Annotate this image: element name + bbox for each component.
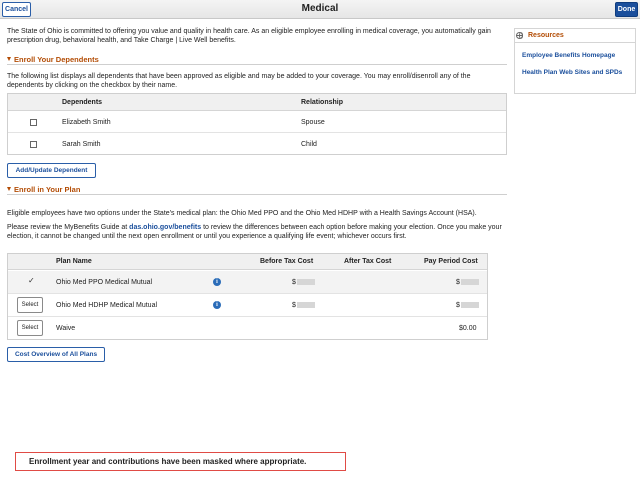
before-tax-cost: [292, 302, 315, 309]
masked-value: [461, 302, 479, 308]
dependent-name: Elizabeth Smith: [62, 119, 111, 126]
dependent-row: [8, 134, 506, 155]
dependents-table-header: [8, 94, 506, 111]
plan-row: [8, 317, 487, 340]
health-plan-websites-link[interactable]: Health Plan Web Sites and SPDs: [522, 69, 623, 76]
pay-period-value: $: [456, 279, 460, 286]
plan-review-text-after: to review the differences between each option before making your election. Once you make your election, it cannot be changed until the next open enrollment or until you experience a qualifying life event; whichever occurs first.: [7, 224, 502, 240]
cost-overview-button[interactable]: Cost Overview of All Plans: [7, 347, 105, 362]
pay-period-cost: [456, 302, 479, 309]
select-plan-button[interactable]: Select: [17, 320, 43, 336]
top-bar: [0, 0, 640, 19]
globe-icon: [516, 32, 523, 39]
dependent-relationship: Child: [301, 141, 317, 148]
masking-notice: Enrollment year and contributions have been masked where appropriate.: [15, 452, 346, 471]
add-update-dependent-button[interactable]: Add/Update Dependent: [7, 163, 96, 178]
section-header-plan[interactable]: [7, 185, 507, 195]
column-header-plan-name: Plan Name: [56, 258, 92, 265]
plan-name: Waive: [56, 325, 76, 332]
checkmark-icon: ✓: [28, 276, 35, 285]
plan-review-text: [7, 223, 507, 241]
column-header-dependents: Dependents: [62, 99, 103, 106]
dependent-checkbox[interactable]: [30, 141, 37, 148]
collapse-triangle-icon: [7, 57, 11, 61]
before-tax-value: $: [292, 279, 296, 286]
plans-table: [7, 253, 488, 340]
cancel-button[interactable]: Cancel: [2, 2, 31, 17]
section-title-plan: Enroll in Your Plan: [14, 185, 81, 194]
masked-value: [297, 302, 315, 308]
done-button[interactable]: Done: [615, 2, 638, 17]
benefits-guide-link[interactable]: das.ohio.gov/benefits: [129, 224, 202, 231]
pay-period-cost: [456, 279, 479, 286]
plan-review-text-before: Please review the MyBenefits Guide at: [7, 224, 130, 231]
masked-value: [297, 279, 315, 285]
dependent-row: [8, 112, 506, 133]
before-tax-cost: [292, 279, 315, 286]
resources-panel: [514, 28, 636, 94]
resources-title: Resources: [528, 32, 564, 39]
dependents-description: The following list displays all dependents that have been approved as eligible and may be added to your coverage. You may enroll/disenroll any of the dependents by clicking on the checkbox by their name.: [7, 73, 471, 89]
before-tax-value: $: [292, 302, 296, 309]
column-header-after-tax: After Tax Cost: [344, 258, 392, 265]
info-icon[interactable]: i: [213, 301, 221, 309]
info-icon[interactable]: i: [213, 278, 221, 286]
column-header-relationship: Relationship: [301, 99, 344, 106]
dependent-name: Sarah Smith: [62, 141, 101, 148]
plan-name: Ohio Med PPO Medical Mutual: [56, 279, 153, 286]
dependent-relationship: Spouse: [301, 119, 325, 126]
pay-period-cost: $0.00: [459, 325, 477, 332]
column-header-pay-period: Pay Period Cost: [424, 258, 478, 265]
resources-header: [515, 29, 635, 43]
masked-value: [461, 279, 479, 285]
dependents-table: [7, 93, 507, 155]
plans-table-header: [8, 254, 487, 270]
collapse-triangle-icon: [7, 187, 11, 191]
plan-intro-text: Eligible employees have two options under the State's medical plan: the Ohio Med PPO and the Ohio Med HDHP with a Health Savings Account (HSA).: [7, 210, 477, 217]
employee-benefits-homepage-link[interactable]: Employee Benefits Homepage: [522, 52, 616, 59]
plan-row: [8, 294, 487, 317]
plan-row-selected: [8, 271, 487, 294]
column-header-before-tax: Before Tax Cost: [260, 258, 314, 265]
intro-text: The State of Ohio is committed to offering you value and quality in health care. As an eligible employee enrolling in medical coverage, you automatically gain prescription drug, behavioral health, and Take Charge | Live Well benefits.: [7, 28, 491, 44]
section-header-dependents[interactable]: [7, 55, 507, 65]
select-plan-button[interactable]: Select: [17, 297, 43, 313]
section-title-dependents: Enroll Your Dependents: [14, 55, 99, 64]
dependent-checkbox[interactable]: [30, 119, 37, 126]
page-title: Medical: [301, 3, 339, 14]
plan-name: Ohio Med HDHP Medical Mutual: [56, 302, 158, 309]
pay-period-value: $: [456, 302, 460, 309]
